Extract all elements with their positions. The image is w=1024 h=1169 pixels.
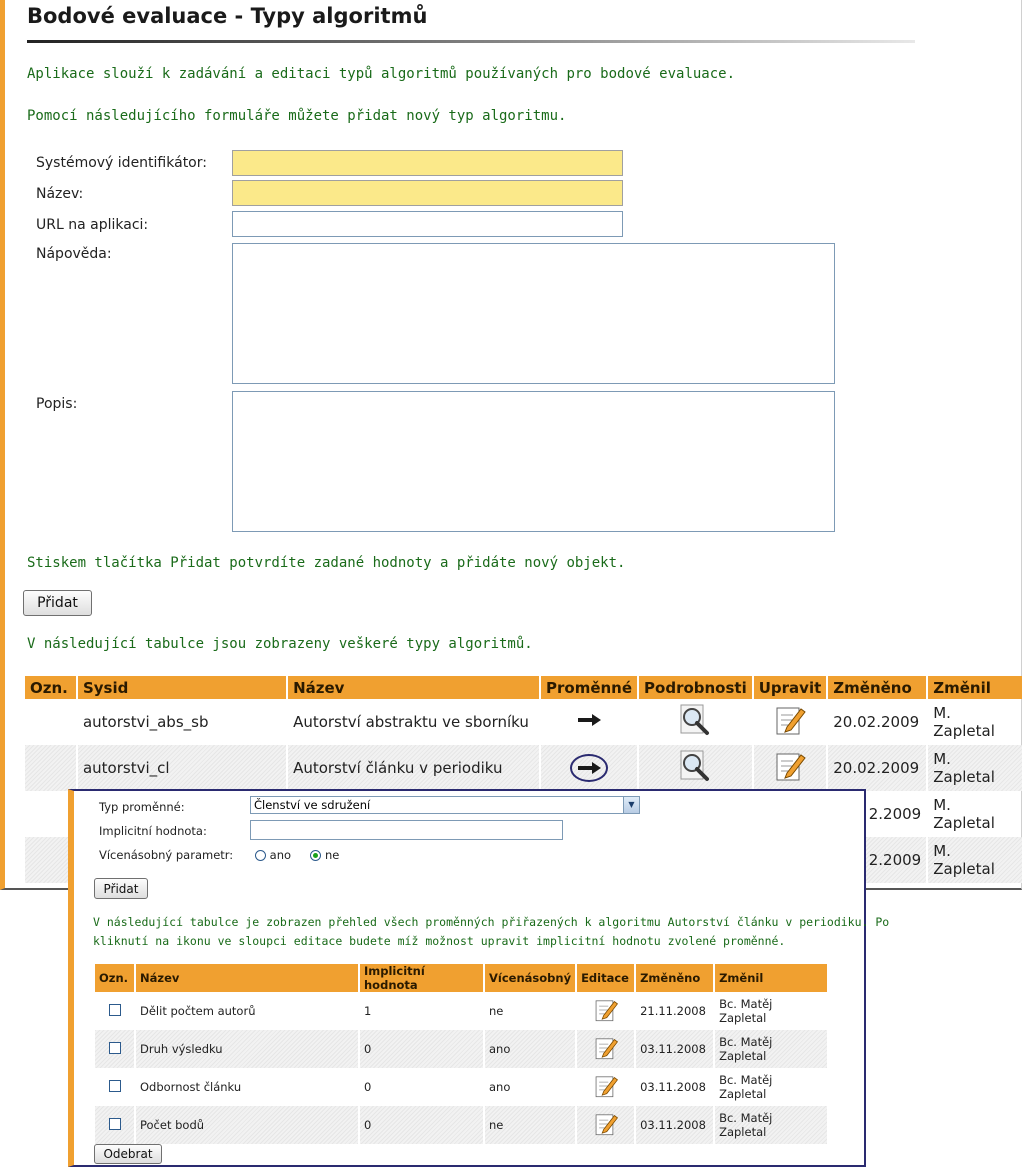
row-mark bbox=[25, 745, 76, 791]
table-row bbox=[95, 1030, 827, 1068]
row-sysid: autorstvi_cl bbox=[78, 745, 286, 791]
row-checkbox[interactable] bbox=[109, 1004, 121, 1016]
col-mark: Ozn. bbox=[25, 676, 76, 699]
row-changed: 21.11.2008 bbox=[640, 1004, 706, 1018]
table-row bbox=[25, 745, 1022, 791]
row-multi: ano bbox=[489, 1080, 511, 1094]
row-changed-by-link[interactable]: Bc. Matěj Zapletal bbox=[719, 1073, 773, 1101]
col-changed: Změněno bbox=[828, 676, 926, 699]
row-changed-by-link[interactable]: Bc. Matěj Zapletal bbox=[715, 1030, 827, 1068]
variable-type-value: Členství ve sdružení bbox=[254, 798, 371, 812]
radio-no-label: ne bbox=[325, 848, 340, 862]
arrow-right-icon[interactable] bbox=[575, 761, 603, 775]
submit-note-text: Stiskem tlačítka Přidat potvrdíte zadané hodnoty a přidáte nový objekt. bbox=[27, 555, 626, 571]
table-intro-text: V následující tabulce jsou zobrazeny veškeré typy algoritmů. bbox=[27, 636, 533, 652]
multi-param-options bbox=[255, 848, 339, 862]
description-textarea[interactable] bbox=[232, 391, 835, 532]
magnifier-icon[interactable] bbox=[678, 723, 712, 741]
radio-no[interactable] bbox=[310, 850, 321, 861]
variables-cell bbox=[541, 745, 637, 791]
edit-icon[interactable] bbox=[773, 769, 807, 787]
row-checkbox[interactable] bbox=[109, 1080, 121, 1092]
row-changed: 20.02.2009 bbox=[833, 713, 920, 731]
row-default: 0 bbox=[360, 1106, 483, 1144]
variables-table bbox=[93, 964, 829, 1144]
col-changed-by: Změnil bbox=[715, 964, 827, 992]
row-default: 0 bbox=[364, 1080, 372, 1094]
details-cell bbox=[639, 745, 752, 791]
edit-cell bbox=[754, 745, 827, 791]
row-changed: 2.2009 bbox=[828, 837, 926, 883]
col-edit: Upravit bbox=[754, 676, 827, 699]
col-default: Implicitní hodnota bbox=[360, 964, 483, 992]
row-changed-by-link[interactable]: M. Zapletal bbox=[928, 745, 1022, 791]
row-default: 1 bbox=[364, 1004, 372, 1018]
col-edit: Editace bbox=[577, 964, 634, 992]
row-changed-by-link[interactable]: Bc. Matěj Zapletal bbox=[719, 997, 773, 1025]
col-details: Podrobnosti bbox=[639, 676, 752, 699]
url-input[interactable] bbox=[232, 211, 623, 237]
row-name: Autorství článku v periodiku bbox=[288, 745, 539, 791]
edit-cell bbox=[577, 1030, 634, 1068]
magnifier-icon[interactable] bbox=[678, 769, 712, 787]
variables-note-line1: V následující tabulce je zobrazen přehled všech proměnných přiřazených k algoritmu Autorství článku v periodiku. Po bbox=[93, 915, 890, 929]
row-select bbox=[95, 992, 134, 1030]
variables-cell bbox=[541, 699, 637, 745]
row-mark bbox=[25, 699, 76, 745]
description-label: Popis: bbox=[36, 396, 78, 412]
col-changed: Změněno bbox=[636, 964, 713, 992]
variable-type-label: Typ proměnné: bbox=[99, 800, 185, 814]
table-row bbox=[25, 699, 1022, 745]
table-row bbox=[95, 992, 827, 1030]
chevron-down-icon[interactable]: ▼ bbox=[623, 797, 639, 813]
sysid-input[interactable] bbox=[232, 150, 623, 176]
edit-icon[interactable] bbox=[773, 723, 807, 741]
row-changed: 20.02.2009 bbox=[828, 745, 926, 791]
row-changed: 2.2009 bbox=[868, 805, 922, 823]
edit-cell bbox=[577, 992, 634, 1030]
edit-cell bbox=[577, 1106, 634, 1144]
row-name: Autorství abstraktu ve sborníku bbox=[293, 713, 529, 731]
row-select bbox=[95, 1030, 134, 1068]
row-multi: ne bbox=[485, 1106, 575, 1144]
default-value-label: Implicitní hodnota: bbox=[99, 824, 207, 838]
row-checkbox[interactable] bbox=[109, 1118, 121, 1130]
edit-icon[interactable] bbox=[593, 1089, 619, 1103]
col-changed-by: Změnil bbox=[928, 676, 1022, 699]
add-variable-button[interactable]: Přidat bbox=[94, 878, 148, 899]
add-algorithm-button[interactable]: Přidat bbox=[23, 590, 92, 616]
intro-text: Aplikace slouží k zadávání a editaci typů algoritmů používaných pro bodové evaluace. bbox=[27, 66, 736, 82]
row-name: Odbornost článku bbox=[140, 1080, 242, 1094]
row-name: Počet bodů bbox=[136, 1106, 358, 1144]
row-sysid: autorstvi_abs_sb bbox=[82, 713, 209, 731]
help-textarea[interactable] bbox=[232, 243, 835, 384]
arrow-right-icon[interactable] bbox=[575, 713, 603, 727]
table-row bbox=[95, 1068, 827, 1106]
default-value-input[interactable] bbox=[250, 820, 563, 840]
row-default: 0 bbox=[360, 1030, 483, 1068]
row-name: Dělit počtem autorů bbox=[140, 1004, 256, 1018]
row-name: Druh výsledku bbox=[136, 1030, 358, 1068]
form-intro-text: Pomocí následujícího formuláře můžete přidat nový typ algoritmu. bbox=[27, 108, 567, 124]
variables-panel bbox=[68, 789, 890, 1167]
row-changed-by-link[interactable]: Bc. Matěj Zapletal bbox=[715, 1106, 827, 1144]
edit-icon[interactable] bbox=[593, 1051, 619, 1065]
url-label: URL na aplikaci: bbox=[36, 217, 149, 233]
edit-icon[interactable] bbox=[593, 1013, 619, 1027]
name-input[interactable] bbox=[232, 180, 623, 206]
row-changed-by-link[interactable]: M. Zapletal bbox=[933, 796, 995, 832]
edit-icon[interactable] bbox=[593, 1127, 619, 1141]
help-label: Nápověda: bbox=[36, 246, 112, 262]
radio-yes-label: ano bbox=[269, 848, 292, 862]
variable-type-select[interactable] bbox=[250, 796, 640, 814]
row-select bbox=[95, 1106, 134, 1144]
radio-yes[interactable] bbox=[255, 850, 266, 861]
page-title: Bodové evaluace - Typy algoritmů bbox=[27, 4, 428, 28]
edit-cell bbox=[577, 1068, 634, 1106]
sysid-label: Systémový identifikátor: bbox=[36, 155, 207, 171]
row-checkbox[interactable] bbox=[109, 1042, 121, 1054]
col-name: Název bbox=[288, 676, 539, 699]
variables-note-line2: kliknutí na ikonu ve sloupci editace budete míž možnost upravit implicitní hodnotu zvolené proměnné. bbox=[93, 934, 786, 948]
details-cell bbox=[639, 699, 752, 745]
row-changed: 03.11.2008 bbox=[636, 1030, 713, 1068]
multi-param-label: Vícenásobný parametr: bbox=[99, 848, 234, 862]
row-multi: ne bbox=[489, 1004, 504, 1018]
row-changed: 03.11.2008 bbox=[640, 1080, 706, 1094]
edit-cell bbox=[754, 699, 827, 745]
title-underline bbox=[27, 40, 915, 43]
row-multi: ano bbox=[485, 1030, 575, 1068]
col-variables: Proměnné bbox=[541, 676, 637, 699]
row-select bbox=[95, 1068, 134, 1106]
name-label: Název: bbox=[36, 186, 84, 202]
row-changed: 03.11.2008 bbox=[636, 1106, 713, 1144]
table-row bbox=[95, 1106, 827, 1144]
row-changed-by-link[interactable]: M. Zapletal bbox=[933, 704, 995, 740]
highlight-circle bbox=[570, 754, 608, 782]
remove-button[interactable]: Odebrat bbox=[94, 1144, 162, 1164]
col-sysid: Sysid bbox=[78, 676, 286, 699]
row-changed-by-link[interactable]: M. Zapletal bbox=[928, 837, 1022, 883]
col-mark: Ozn. bbox=[95, 964, 134, 992]
col-name: Název bbox=[136, 964, 358, 992]
col-multi: Vícenásobný bbox=[485, 964, 575, 992]
